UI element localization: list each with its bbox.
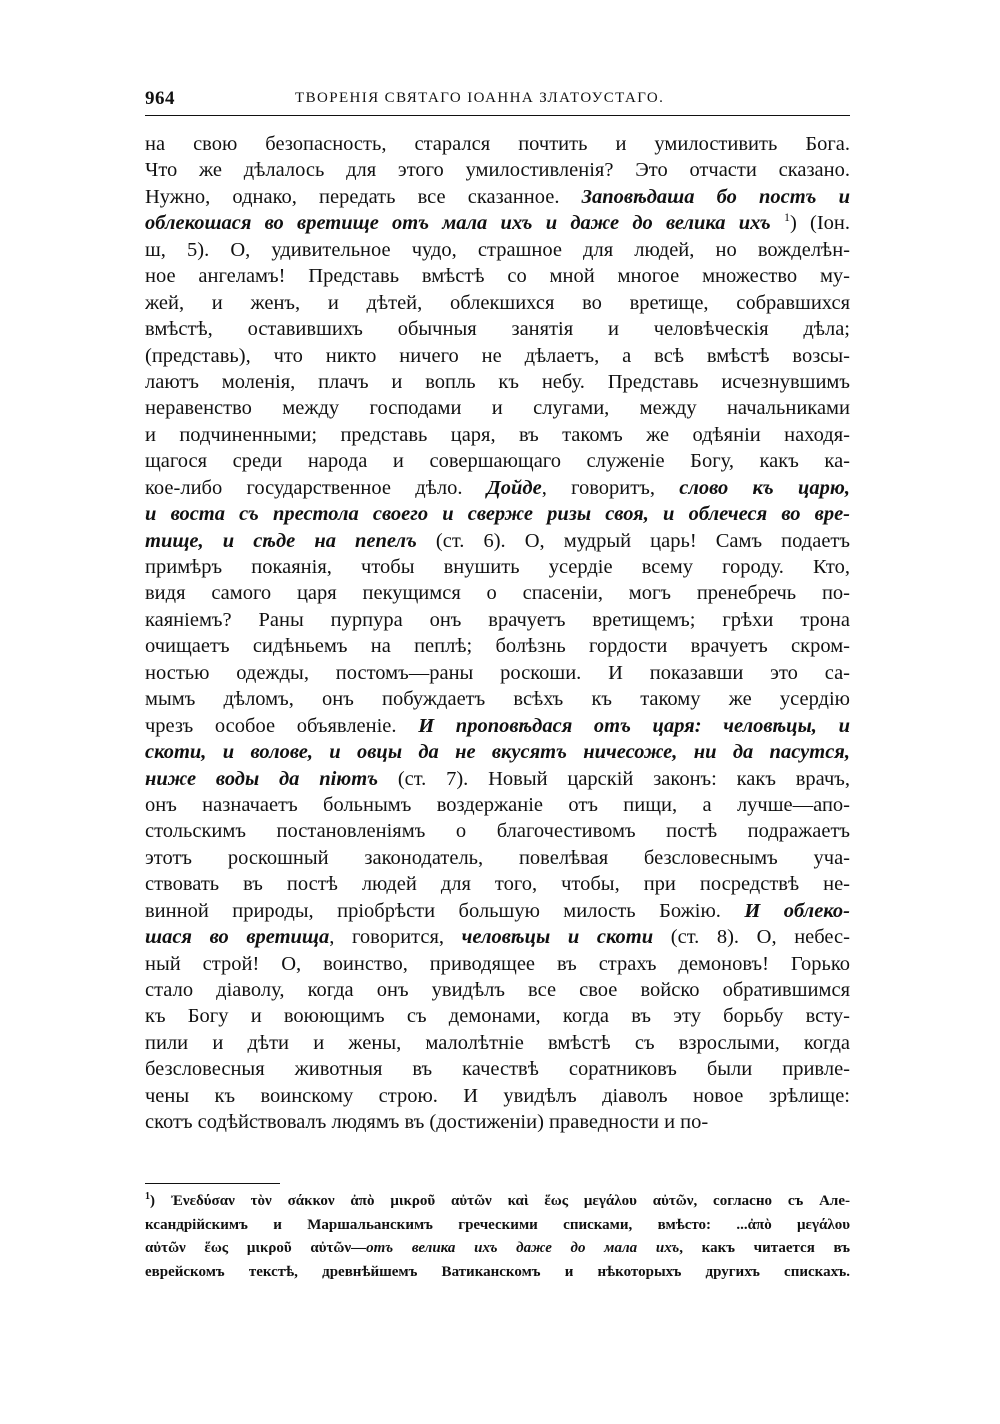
body-line: тище, и сѣде на пепелъ (ст. 6). О, мудрый царь! Самъ подаетъ [145, 529, 850, 552]
body-line: неравенство между господами и слугами, между начальниками [145, 397, 850, 420]
body-line: кое-либо государственное дѣло. Дойде, говоритъ, слово къ царю, [145, 476, 850, 499]
body-line: къ Богу и воюющимъ съ демонами, когда въ эту борьбу всту- [145, 1005, 850, 1028]
footnote-line: $^1$) Ἐνεδύσαν τὸν σάκκον ἀπὸ μικροῦ αὐτῶν καὶ ἕως μεγάλου αὐτῶν, согласно съ Але- [145, 1191, 850, 1209]
body-line: Нужно, однако, передать все сказанное. Заповѣдаша бо постъ и [145, 185, 850, 208]
body-line: скотъ содѣйствовалъ людямъ въ (достиженіи) праведности и по- [145, 1111, 709, 1134]
body-line: на свою безопасность, старался почтить и умилостивить Бога. [145, 133, 850, 155]
body-line: шася во вретища, говорится, человѣцы и скоти (ст. 8). О, небес- [145, 926, 850, 949]
body-line: и воста съ престола своего и сверже ризы своя, и облечеся во вре- [145, 503, 850, 526]
body-line: винной природы, пріобрѣсти большую милость Божію. И облеко- [145, 899, 850, 922]
body-line: стольскимъ постановленіямъ о благочестивомъ постѣ подражаетъ [145, 820, 850, 843]
body-line: примѣръ покаянія, чтобы внушить усердіе всему городу. Кто, [145, 556, 850, 578]
body-line: онъ назначаетъ больнымъ воздержаніе отъ пищи, а лучше—апо- [145, 793, 850, 816]
body-line: щагося среди народа и совершающаго служеніе Богу, какъ ка- [145, 450, 850, 473]
body-line: облекошася во вретище отъ мала ихъ и даже до велика ихъ $^1$) (Іон. [145, 210, 850, 235]
body-line: ниже воды да піютъ (ст. 7). Новый царскій законъ: какъ врачъ, [145, 767, 850, 790]
body-line: стало діаволу, когда онъ увидѣлъ все свое войско обратившимся [145, 979, 850, 1001]
body-line: (представь), что никто ничего не дѣлаетъ, а всѣ вмѣстѣ возсы- [145, 344, 850, 367]
body-line: ностью одежды, постомъ—раны роскоши. И показавши это са- [145, 661, 850, 684]
footnotes [145, 1190, 850, 1284]
body-line: ш, 5). О, удивительное чудо, страшное для людей, но вожделѣн- [145, 238, 850, 261]
body-line: ствовать въ постѣ людей для того, чтобы, при посредствѣ не- [145, 873, 850, 896]
body-line: видя самого царя пекущимся о спасеніи, могъ пренебречь по- [145, 582, 850, 605]
body-line: и подчиненными; представь царя, въ такомъ же одѣяніи находя- [145, 423, 850, 446]
body-line: жей, и женъ, и дѣтей, облекшихся во вретище, собравшихся [145, 291, 850, 314]
body-line: мымъ дѣломъ, онъ побуждаетъ всѣхъ къ такому же усердію [145, 688, 850, 711]
body-line: чены къ воинскому строю. И увидѣлъ діаволъ новое зрѣлище: [145, 1084, 850, 1107]
running-title: ТВОРЕНІЯ СВЯТАГО ІОАННА ЗЛАТОУСТАГО. [295, 90, 665, 106]
body-line: пили и дѣти и жены, малолѣтніе вмѣстѣ съ взрослыми, когда [145, 1031, 850, 1054]
body-line: вмѣстѣ, оставившихъ обычныя занятія и человѣческія дѣла; [145, 318, 850, 341]
footnote-rule [145, 1183, 280, 1184]
footnote-line: ксандрійскимъ и Маршальанскимъ греческими списками, вмѣсто: ...ἀπὸ μεγάλου [145, 1216, 850, 1233]
body-line: этотъ роскошный законодатель, повелѣвая безсловеснымъ уча- [145, 846, 850, 869]
body-text [145, 131, 850, 1136]
body-line: чрезъ особое объявленіе. И проповѣдася отъ царя: человѣцы, и [145, 714, 850, 737]
footnote-line: αὐτῶν ἕως μικροῦ αὐτῶν—отъ велика ихъ даже до мала ихъ, какъ читается въ [145, 1240, 850, 1256]
body-line: ный строй! О, воинство, приводящее въ страхъ демоновъ! Горько [145, 952, 850, 975]
header-rule [145, 115, 850, 116]
body-line: безсловесныя животныя въ качествѣ соратниковъ были привле- [145, 1058, 850, 1081]
footnote-line: еврейскомъ текстѣ, древнѣйшемъ Ватиканскомъ и нѣкоторыхъ другихъ спискахъ. [145, 1263, 850, 1280]
body-line: очищаетъ сидѣньемъ на пеплѣ; болѣзнь гордости врачуетъ скром- [145, 635, 850, 658]
page-number: 964 [145, 88, 175, 109]
body-line: ное ангеламъ! Представь вмѣстѣ со мной многое множество му- [145, 265, 850, 288]
body-line: скоти, и волове, и овцы да не вкусятъ ничесоже, ни да пасутся, [145, 741, 850, 764]
body-line: Что же дѣлалось для этого умилостивленія? Это отчасти сказано. [145, 159, 850, 182]
page-header [145, 88, 850, 114]
body-line: каяніемъ? Раны пурпура онъ врачуетъ вретищемъ; грѣхи трона [145, 608, 850, 631]
body-line: лаютъ моленія, плачъ и вопль къ небу. Представь исчезнувшимъ [145, 370, 850, 393]
